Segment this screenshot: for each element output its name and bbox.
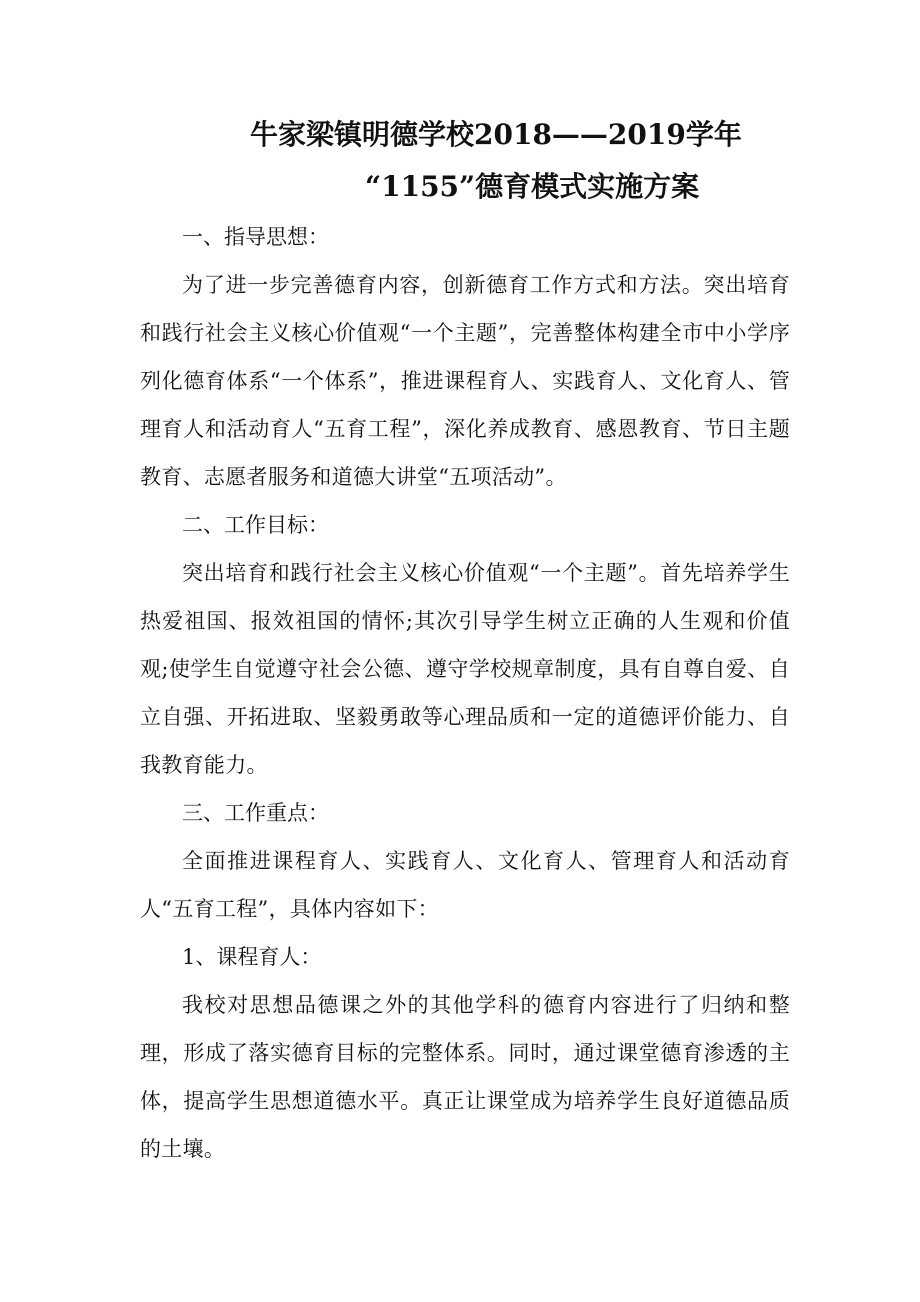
section-heading-work-goals: 二、工作目标： — [182, 513, 329, 537]
section-paragraph-work-focus: 全面推进课程育人、实践育人、文化育人、管理育人和活动育人“五育工程”，具体内容如下： — [140, 849, 790, 921]
section-paragraph-guiding-thought: 为了进一步完善德育内容，创新德育工作方式和方法。突出培育和践行社会主义核心价值观“一个主题”，完善整体构建全市中小学序列化德育体系“一个体系”，推进课程育人、实践育人、文化育人、管理育人和活动育人“五育工程”，深化养成教育、感恩教育、节日主题教育、志愿者服务和道德大讲堂“五项活动”。 — [140, 273, 790, 489]
section-heading-work-focus: 三、工作重点： — [182, 801, 329, 825]
section-paragraph-curriculum-education: 我校对思想品德课之外的其他学科的德育内容进行了归纳和整理，形成了落实德育目标的完整体系。同时，通过课堂德育渗透的主体，提高学生思想道德水平。真正让课堂成为培养学生良好道德品质的土壤。 — [140, 993, 790, 1161]
section-heading-guiding-thought: 一、指导思想： — [182, 225, 329, 249]
section-paragraph-work-goals: 突出培育和践行社会主义核心价值观“一个主题”。首先培养学生热爱祖国、报效祖国的情怀;其次引导学生树立正确的人生观和价值观;使学生自觉遵守社会公德、遵守学校规章制度，具有自尊自爱、自立自强、开拓进取、坚毅勇敢等心理品质和一定的道德评价能力、自我教育能力。 — [140, 561, 790, 777]
document-title-line-1: 牛家梁镇明德学校2018——2019学年 — [250, 118, 742, 151]
document-body — [140, 213, 790, 1173]
document-title-line-2: “1155”德育模式实施方案 — [365, 170, 700, 203]
section-heading-curriculum-education: 1、课程育人： — [182, 945, 322, 969]
